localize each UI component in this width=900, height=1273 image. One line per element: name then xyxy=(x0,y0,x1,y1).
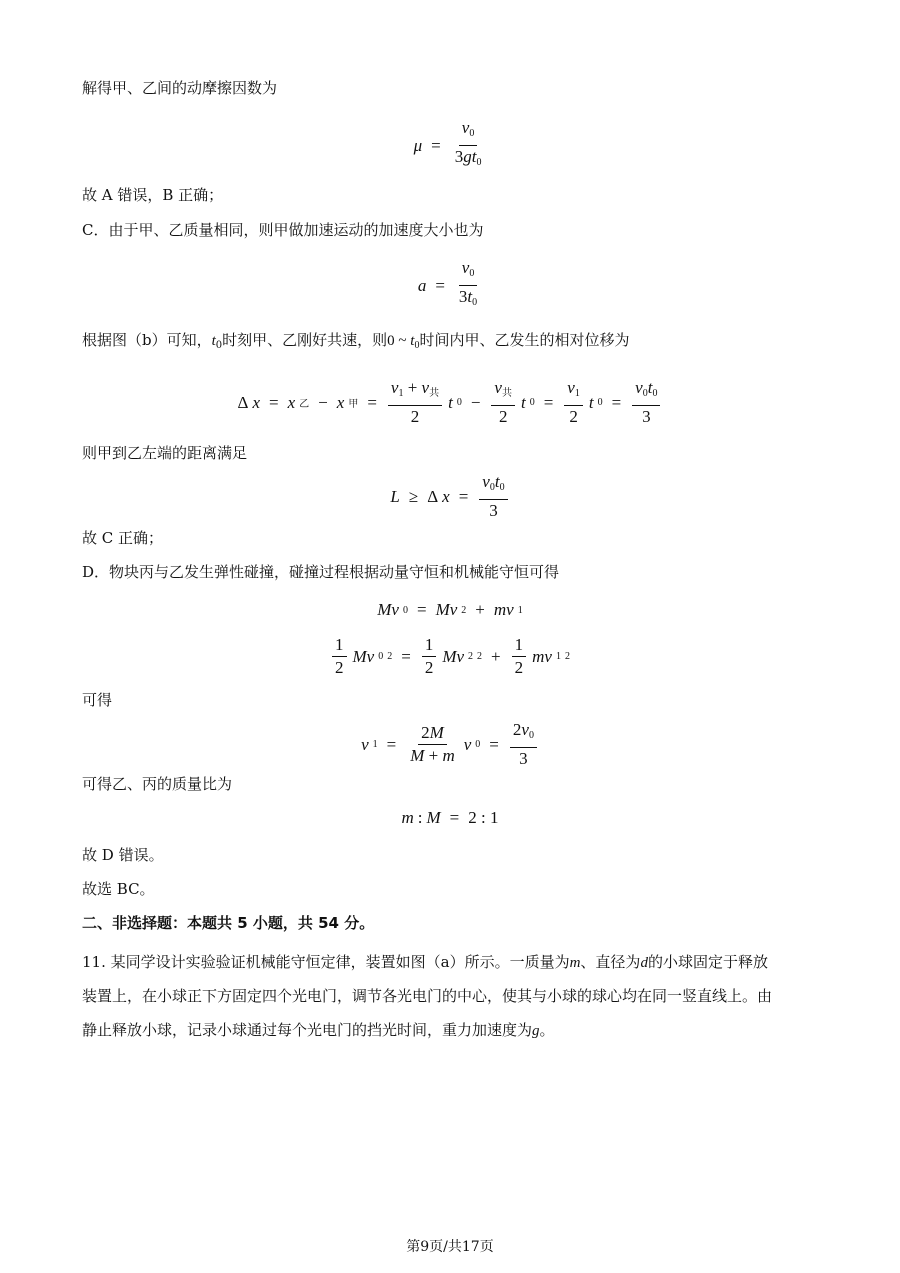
text-line-2: 故 A 错误，B 正确； xyxy=(82,186,224,204)
text-line-4-b: 时刻甲、乙刚好共速，则 xyxy=(222,331,388,349)
text-line-1: 解得甲、乙间的动摩擦因数为 xyxy=(82,79,278,97)
equation-mass-ratio: m : M = 2 : 1 xyxy=(401,808,499,827)
text-line-11: 故选 BC。 xyxy=(82,880,155,898)
question-11-line-1 xyxy=(82,952,768,973)
text-line-7: D．物块丙与乙发生弹性碰撞，碰撞过程根据动量守恒和机械能守恒可得 xyxy=(82,563,560,581)
text-line-5: 则甲到乙左端的距离满足 xyxy=(82,444,248,462)
text-line-4-c: 时间内甲、乙发生的相对位移为 xyxy=(419,331,630,349)
var-d: d xyxy=(640,955,648,971)
equation-delta-x: Δ x = x 乙 − x 甲 = $v_1 + v_共$ 2 t 0 − $v_共$ 2 t 0 = $\frac{v_1}{2}$ t 0 = $\frac{v_0t_0}{3}$ xyxy=(0,378,900,427)
equation-a: a = $\frac{v_0}{3t_0}$ xyxy=(417,258,478,308)
equation-energy: 1 2 Mv 0 2 = $\frac{1}{2}$ Mv 2 2 + $\frac{1}{2}$ mv 1 2 xyxy=(0,635,900,678)
text-line-9: 可得乙、丙的质量比为 xyxy=(82,775,233,793)
question-11-line-3 xyxy=(82,1020,555,1041)
q11-text-e: 。 xyxy=(539,1021,555,1039)
equation-L: L ≥ Δ x = $\frac{v_0t_0}{3}$ xyxy=(0,472,900,521)
q11-text-c: 的小球固定于释放 xyxy=(647,953,768,971)
text-line-6: 故 C 正确； xyxy=(82,529,164,547)
q11-text-b: 、直径为 xyxy=(580,953,641,971)
text-line-8: 可得 xyxy=(82,691,113,709)
text-line-4-a: 根据图（b）可知， xyxy=(82,331,212,349)
q11-text-a: 11. 某同学设计实验验证机械能守恒定律，装置如图（a）所示。一质量为 xyxy=(82,953,570,971)
text-line-3: C．由于甲、乙质量相同，则甲做加速运动的加速度大小也为 xyxy=(82,221,484,239)
section-heading: 二、非选择题：本题共 5 小题，共 54 分。 xyxy=(82,914,375,932)
text-line-10: 故 D 错误。 xyxy=(82,846,164,864)
var-g: g xyxy=(532,1023,540,1039)
question-11-line-2: 装置上，在小球正下方固定四个光电门，调节各光电门的中心，使其与小球的球心均在同一竖直线上。由 xyxy=(82,987,773,1005)
equation-mu: μ = $\frac{v_0}{3gt_0}$ xyxy=(413,118,482,168)
page-footer: 第9页/共17页 xyxy=(406,1239,494,1255)
equation-momentum: Mv 0 = Mv 2 + mv 1 xyxy=(377,600,523,619)
text-line-4: 根据图（b）可知，$t_0$时刻甲、乙刚好共速，则0 ~ $t_0$时间内甲、乙发生的相对位移为 xyxy=(82,331,630,351)
equation-v1: v 1 = $\frac{2M}{M + m}$ v 0 = $\frac{2v_0}{3}$ xyxy=(0,720,900,769)
q11-text-d: 静止释放小球，记录小球通过每个光电门的挡光时间，重力加速度为 xyxy=(82,1021,533,1039)
var-m: m xyxy=(569,955,581,971)
